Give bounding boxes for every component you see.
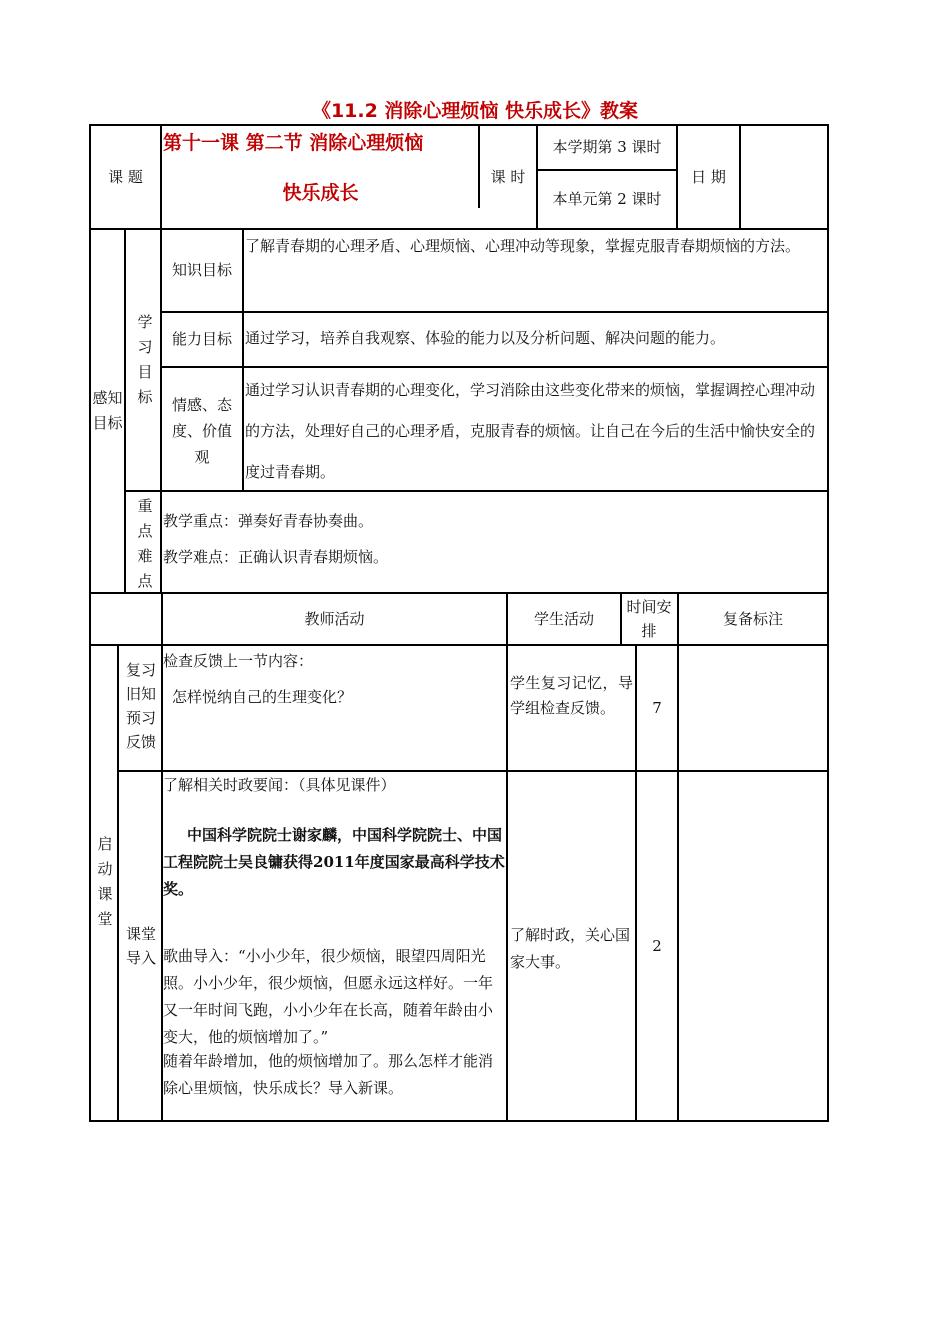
- intro-student: 了解时政，关心国家大事。: [510, 926, 631, 971]
- intro-transition: 随着年龄增加，他的烦恼增加了。那么怎样才能消除心里烦恼，快乐成长？导入新课。: [163, 1052, 494, 1097]
- knowledge-goal-label: 知识目标: [171, 261, 232, 279]
- unit-period: 本单元第 2 课时: [552, 190, 662, 208]
- start-class-label: 启动课堂: [97, 835, 113, 928]
- perception-goal-label: 感知目标: [92, 389, 123, 432]
- review-teacher-line2: 怎样悦纳自己的生理变化？: [172, 688, 353, 706]
- ability-goal-text: 通过学习，培养自我观察、体验的能力以及分析问题、解决问题的能力。: [245, 329, 726, 347]
- notes-header: 复备标注: [722, 609, 783, 628]
- key-difficult-label: 重点难点: [137, 497, 153, 590]
- review-teacher-line1: 检查反馈上一节内容：: [163, 652, 314, 670]
- student-activity-header: 学生活动: [533, 609, 594, 628]
- semester-period: 本学期第 3 课时: [552, 138, 662, 156]
- intro-teacher-line1: 了解相关时政要闻：（具体见课件）: [163, 776, 396, 794]
- ability-goal-label: 能力目标: [171, 330, 232, 348]
- topic-title-line2: 快乐成长: [282, 182, 359, 204]
- emotion-goal-text: 通过学习认识青春期的心理变化，学习消除由这些变化带来的烦恼，掌握调控心理冲动的方法，处理好自己的心理矛盾，克服青春的烦恼。让自己在今后的生活中愉快安全的度过青春期。: [245, 381, 816, 481]
- intro-time: 2: [652, 936, 662, 955]
- intro-label: 课堂导入: [125, 925, 156, 967]
- teacher-activity-header: 教师活动: [304, 609, 365, 628]
- review-label: 复习旧知预习反馈: [125, 661, 156, 751]
- topic-label: 课 题: [108, 167, 143, 186]
- review-time: 7: [652, 698, 662, 717]
- knowledge-goal-text: 了解青春期的心理矛盾、心理烦恼、心理冲动等现象，掌握克服青春期烦恼的方法。: [245, 237, 801, 255]
- learning-goal-label: 学习目标: [137, 313, 153, 406]
- key-point: 教学重点：弹奏好青春协奏曲。: [163, 512, 374, 530]
- period-label: 课 时: [490, 167, 526, 186]
- date-label: 日 期: [691, 167, 726, 186]
- review-student: 学生复习记忆，导学组检查反馈。: [510, 674, 633, 717]
- emotion-goal-label: 情感、态度、价值观: [171, 396, 232, 466]
- document-title: 《11.2 消除心理烦恼 快乐成长》教案: [311, 100, 639, 122]
- intro-news: 中国科学院院士谢家麟，中国科学院院士、中国工程院院士吴良镛获得2011年度国家最高科学技术奖。: [163, 826, 505, 898]
- difficult-point: 教学难点：正确认识青春期烦恼。: [163, 548, 389, 566]
- time-header: 时间安排: [626, 598, 672, 640]
- intro-song: 歌曲导入：“小小少年，很少烦恼，眼望四周阳光照。小小少年，很少烦恼，但愿永远这样好。一年又一年时间飞跑，小小少年在长高，随着年龄由小变大，他的烦恼增加了。”: [163, 947, 494, 1046]
- topic-title-line1: 第十一课 第二节 消除心理烦恼: [163, 132, 424, 154]
